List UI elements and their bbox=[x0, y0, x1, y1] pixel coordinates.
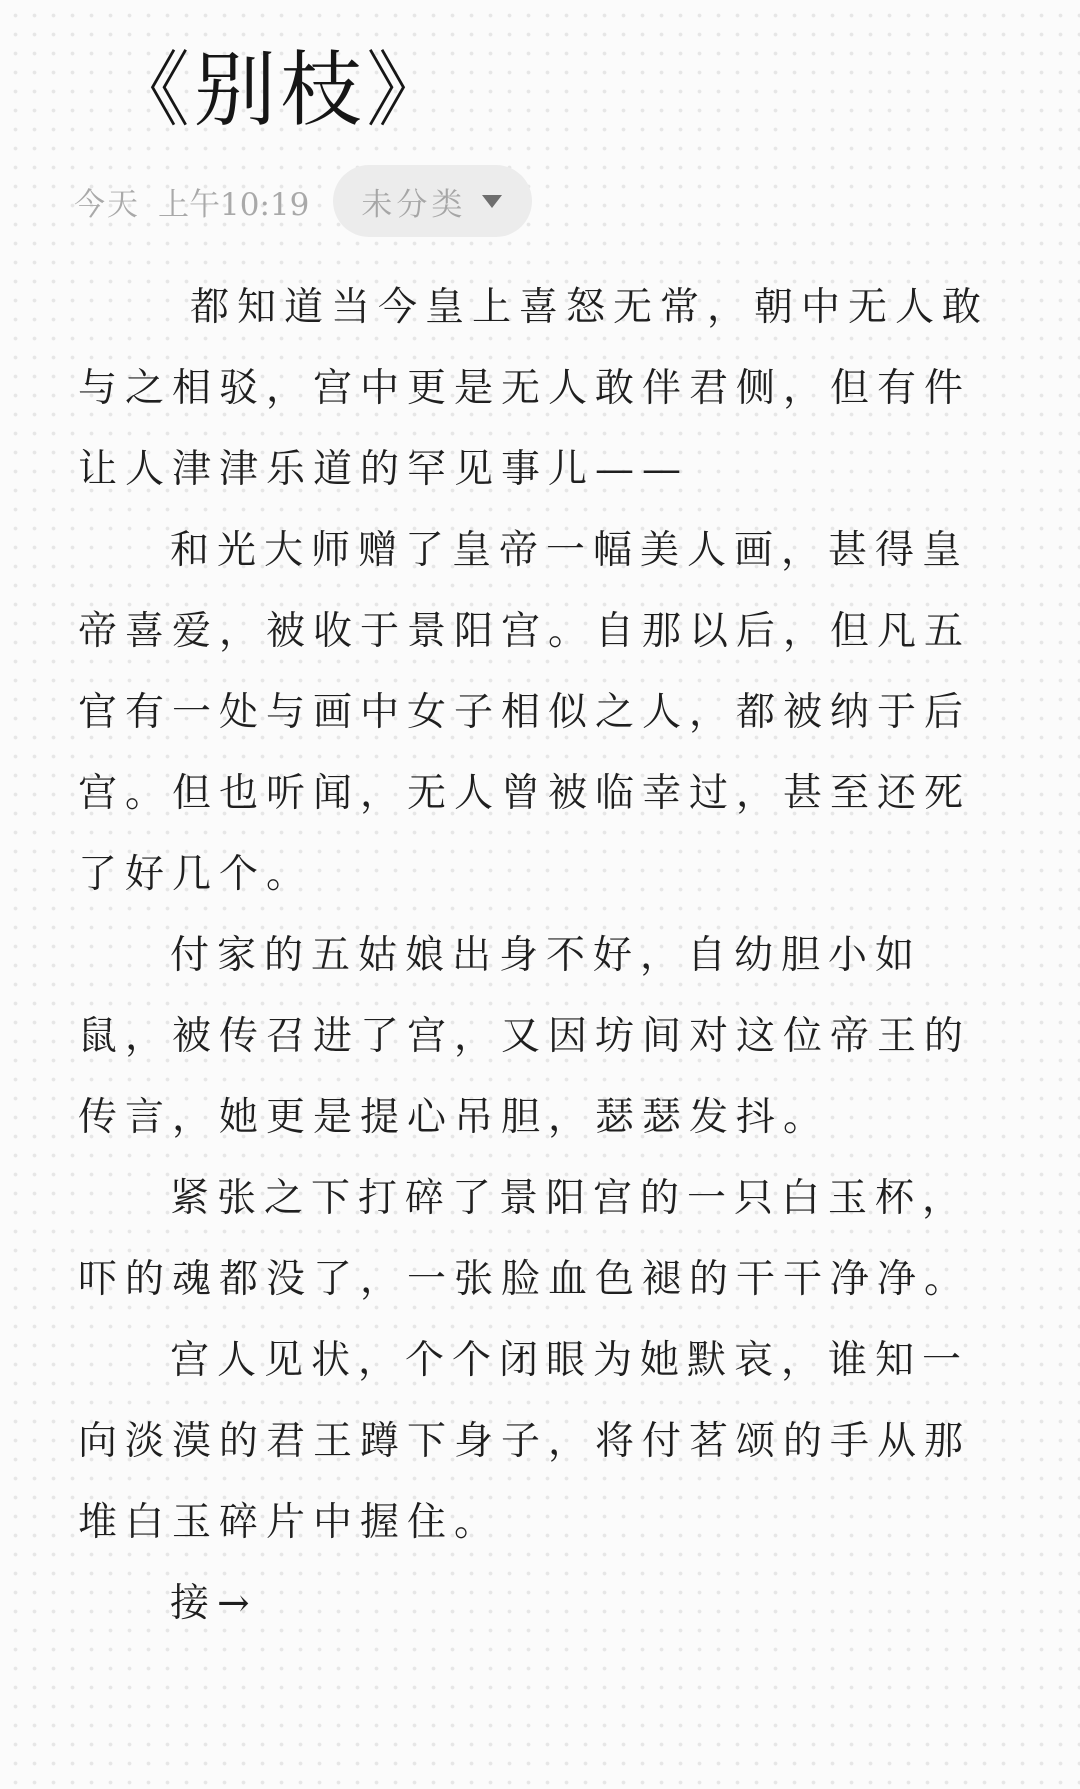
note-body[interactable] bbox=[78, 267, 1018, 1644]
note-date: 今天 bbox=[74, 186, 140, 223]
note-meta bbox=[74, 164, 532, 238]
note-time: 上午10:19 bbox=[158, 186, 310, 223]
paragraph: 宫人见状，个个闭眼为她默哀，谁知一 向淡漠的君王蹲下身子，将付茗颂的手从那 堆白玉碎片中握住。 bbox=[78, 1338, 972, 1545]
paragraph: 紧张之下打碎了景阳宫的一只白玉杯， 吓的魂都没了，一张脸血色褪的干干净净。 bbox=[78, 1176, 972, 1302]
dropdown-triangle-icon bbox=[482, 195, 502, 208]
paragraph: 接→ bbox=[170, 1581, 258, 1626]
paragraph: 都知道当今皇上喜怒无常，朝中无人敢 与之相驳，宫中更是无人敢伴君侧，但有件 让人津津乐道的罕见事儿—— bbox=[78, 285, 990, 492]
paragraph: 付家的五姑娘出身不好，自幼胆小如 鼠，被传召进了宫，又因坊间对这位帝王的 传言，她更是提心吊胆，瑟瑟发抖。 bbox=[78, 933, 972, 1140]
category-label: 未分类 bbox=[361, 186, 467, 223]
note-title[interactable]: 《别枝》 bbox=[108, 43, 453, 138]
category-dropdown[interactable] bbox=[333, 165, 532, 237]
paragraph: 和光大师赠了皇帝一幅美人画，甚得皇 帝喜爱，被收于景阳宫。自那以后，但凡五 官有一处与画中女子相似之人，都被纳于后 宫。但也听闻，无人曾被临幸过，甚至还死 了好几个。 bbox=[78, 528, 972, 897]
